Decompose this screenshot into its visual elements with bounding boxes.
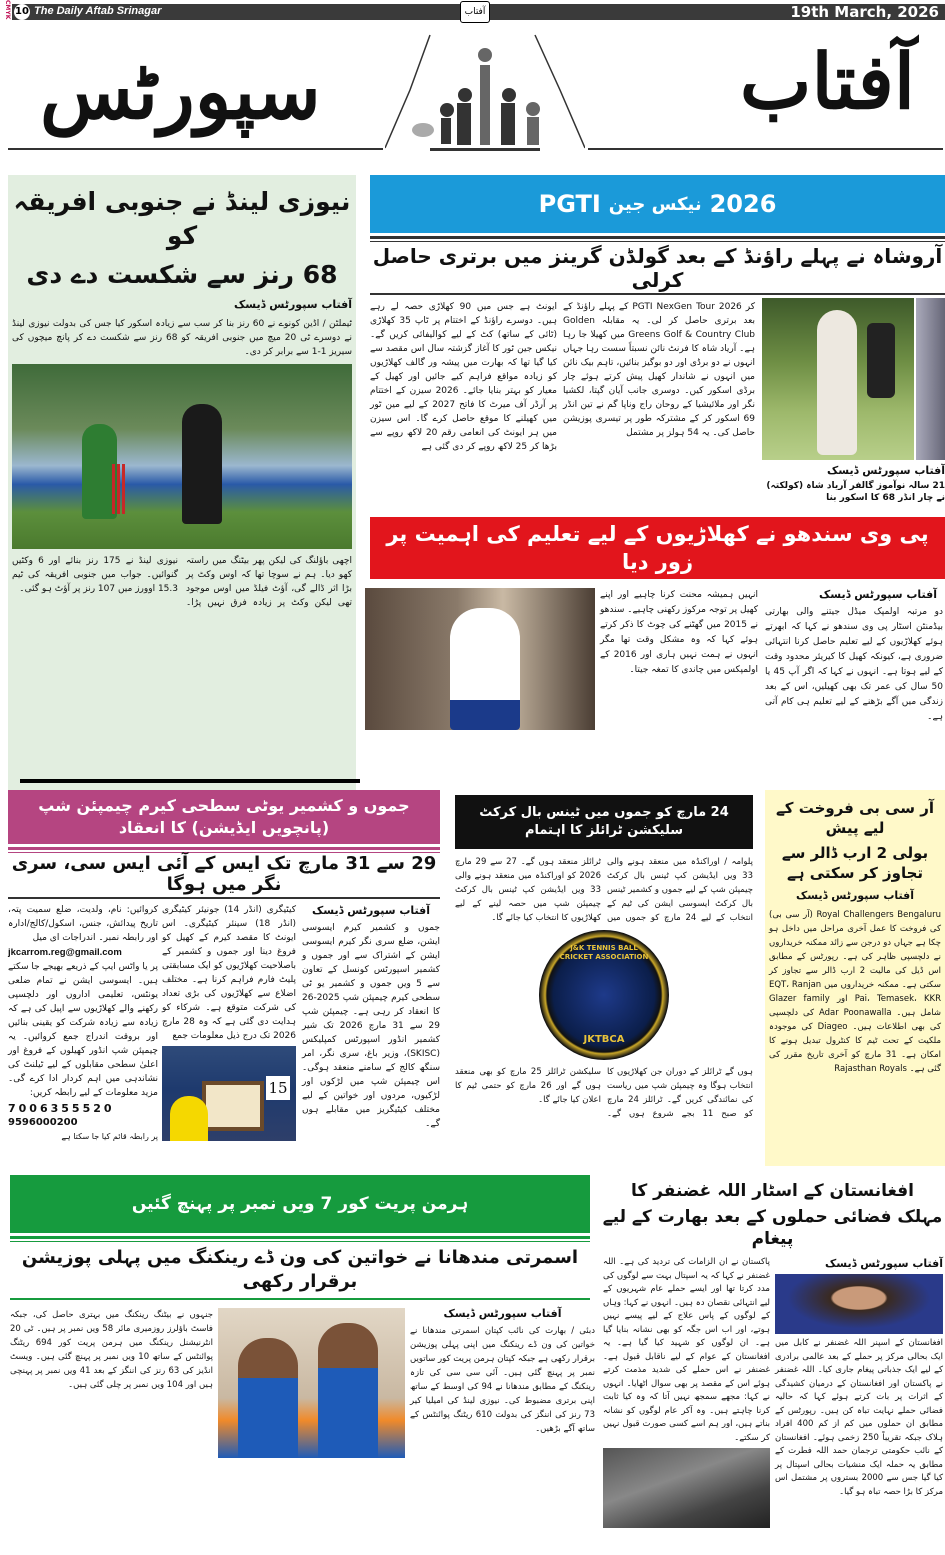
ghazanfar-body-1: افغانستان کے اسپنر اللہ غضنفر نے کابل میں ایک بحالی مرکز پر حملے کے بعد عالمی برادری کے لیے ایک جذباتی پیغام جاری کیا۔ اللہ غضنفر نے پاکستان اور افغانستان کے درمیان کشیدگی کے اثرات پر بات کرتے ہوئے کہا کہ حالیہ فضائی حملے نہایت تباہ کن ہیں۔ رپورٹس کے مطابق ان حملوں میں کم از کم 400 افراد ہلاک جبکہ تقریباً 250 زخمی ہوئے۔ افغانستان کے نائب حکومتی ترجمان حمد اللہ فطرت کے مطابق یہ حملہ ایک منشیات بحالی اسپتال پر کیا گیا جس سے 2000 بستروں پر مشتمل اس مرکز کا بڑا حصہ تباہ ہو گیا۔ <box>775 1338 943 1497</box>
harman-smriti-photo <box>218 1308 405 1458</box>
carrom-byline: آفتاب سپورٹس ڈیسک <box>311 904 430 917</box>
tennisball-headline: 24 مارچ کو جموں میں ٹینس بال کرکٹ سلیکشن ٹرائلز کا اہتمام <box>479 805 729 838</box>
nz-byline: آفتاب سپورٹس ڈیسک <box>233 298 352 311</box>
rcb-byline: آفتاب سپورٹس ڈیسک <box>795 889 914 902</box>
pgti-banner-urdu: نیکس جین <box>608 193 702 215</box>
harman-body-1: دبئی / بھارت کی نائب کپتان اسمرتی مندھانا نے خواتین کی ون ڈے رینکنگ میں اپنی پہلی پوزیشن برقرار رکھی ہے جبکہ کپتان ہرمن پریت کور ساتویں نمبر پر پہنچ گئی ہیں۔ آئی سی سی کی تازہ رینکنگ کے مطابق مندھانا نے 94 کی اوسط کے ساتھ اپنی برتری مضبوط کی۔ نیوزی لینڈ کی امیلیا کیر 73 رنز کی اننگز کی بدولت 610 ریٹنگ پوائنٹس کے ساتھ آگے بڑھیں۔ <box>410 1326 595 1434</box>
carrom-subheadline: 29 سے 31 مارچ تک ایس کے آئی ایس سی، سری نگر میں ہوگا <box>11 853 437 895</box>
table-number: 15 <box>266 1076 290 1100</box>
top-bar <box>12 4 945 20</box>
nz-headline-1: نیوزی لینڈ نے جنوبی افریقہ کو <box>13 187 351 250</box>
harman-body-2: جنہوں نے بیٹنگ رینکنگ میں بہتری حاصل کی، جبکہ فاسٹ باؤلرز روزمیری مائر 58 ویں نمبر پر ہیں۔ ٹی 20 انٹرنیشنل رینکنگ میں ہرمن پریت کور 694 ریٹنگ پوائنٹس کے ساتھ 10 ویں نمبر پر پہنچ گئی ہیں۔ ویسٹ انڈیز کی 63 رنز کی اننگز کے بعد 41 ویں نمبر پر پہنچی ہیں اور 104 ویں نمبر پر چلی گئی ہیں۔ <box>10 1310 213 1390</box>
carrom-phone-suffix: پر رابطہ قائم کیا جا سکتا ہے <box>61 1132 158 1141</box>
player-figure <box>170 1096 208 1141</box>
harman-col-right <box>410 1306 595 1436</box>
carrom-headline: جموں و کشمیر یوٹی سطحی کیرم چیمپئن شپ (پانچویں ایڈیشن) کا انعقاد <box>38 796 410 837</box>
carrom-body-2: کیٹیگری (انڈر 14) جونیئر کیٹیگری (انڈر 18) سینئر کیٹیگری۔ اس ایونٹ کا مقصد کیرم کے کھیل کو فروغ دینا اور جموں و کشمیر کے باصلاحیت کھلاڑیوں کو ایک مسابقتی پلیٹ فارم فراہم کرنا ہے۔ مختلف اضلاع سے کھلاڑیوں کی بڑی تعداد کی شرکت متوقع ہے۔ شرکاء کو ہدایت دی گئی ہے کہ وہ 28 مارچ 2026 تک درج ذیل معلومات جمع <box>162 905 297 1041</box>
masthead-title-left: سپورٹس <box>40 47 321 136</box>
pgti-banner-brand: PGTI <box>538 190 601 218</box>
carrom-col-middle <box>162 903 296 1141</box>
rcb-headline: آر سی بی فروخت کے لیے پیش <box>775 799 935 837</box>
sindhu-body-2: انہیں ہمیشہ محنت کرنا چاہیے اور اپنے کھیل پر توجہ مرکوز رکھنی چاہیے۔ سندھو نے 2015 میں گھٹنے کی چوٹ کا ذکر کرتے ہوئے کہا کہ وہ مشکل وقت تھا مگر انہوں نے ہمت نہیں ہاری اور 2016 کے اولمپکس میں چاندی کا تمغہ جیتا۔ <box>600 590 758 675</box>
rcb-article <box>765 790 945 1166</box>
golf-bag <box>867 323 895 398</box>
carrom-email: jkcarrom.reg@gmail.com <box>8 947 122 958</box>
masthead-title-right: آفتاب <box>739 37 915 126</box>
carrom-body-1: جموں و کشمیر کیرم ایسوسی ایشن، ضلع سری نگر کیرم ایسوسی ایشن کے اشتراک سے اور جموں و کشمیر اسپورٹس کونسل کے تعاون سے 5 ویں جموں و کشمیر یو ٹی سطحی کیرم چیمپئن شپ 2025-26 کا انعقاد کر رہی ہے۔ چیمپئن شپ 29 سے 31 مارچ 2026 تک شیر کشمیر انڈور اسپورٹس کمپلیکس (SKISC)، وزیر باغ، سری نگر، امر سنگھ کالج کے سامنے منعقد ہوگی۔ اس چیمپئن شپ میں لڑکوں اور لڑکیوں، مردوں اور خواتین کے لیے مختلف کیٹیگریز میں مقابلے ہوں گے۔ <box>302 923 440 1129</box>
harman-headline: اسمرتی مندھانا نے خواتین کی ون ڈے رینکنگ میں پہلی پوزیشن برقرار رکھی <box>21 1247 579 1292</box>
nz-cricket-photo <box>12 364 352 549</box>
sindhu-figure <box>450 608 520 730</box>
pgti-headline: آروشاہ نے پہلے راؤنڈ کے بعد گولڈن گرینز میں برتری حاصل کرلی <box>372 244 943 292</box>
tennisball-content <box>455 855 753 1121</box>
sindhu-banner <box>370 517 945 579</box>
section-rule <box>20 779 360 783</box>
carrom-col-right <box>302 903 440 1131</box>
smriti-figure <box>318 1323 378 1458</box>
stumps <box>112 464 126 514</box>
sindhu-byline: آفتاب سپورٹس ڈیسک <box>818 588 937 601</box>
golfer-photo <box>762 298 914 460</box>
harman-rule <box>10 1236 590 1242</box>
pgti-banner <box>370 175 945 233</box>
pgti-body-1: ایونٹ ہے جس میں 90 کھلاڑی حصہ لے رہے ہیں۔ دوسرے راؤنڈ کے اختتام پر ٹاپ 35 کھلاڑی (ٹائی کے ساتھ) کٹ کے لیے کوالیفائی کریں گے۔ نیکس جین ٹور کا آغاز گزشتہ سال اس مقصد سے کیا گیا تھا کہ بھارت میں پیشہ ور گالف کھلاڑیوں کو زیادہ مواقع فراہم کیے جائیں اور کھیل کے معیار کو بہتر بنایا جائے۔ 2026 سیزن کے اختتام پر آرڈر آف میرٹ کا فاتح 2027 کے لیے مین ٹور میں کھیلنے کا موقع حاصل کرے گا۔ اس سیزن میں ہر ایونٹ کی انعامی رقم 20 لاکھ روپے سے بڑھا کر 25 لاکھ روپے کر دی گئی ہے <box>370 302 557 452</box>
tennisball-banner <box>455 795 753 849</box>
paper-logo: آفتاب <box>460 1 490 23</box>
masthead-rule-left <box>8 148 383 150</box>
rcb-headline-2: بولی 2 ارب ڈالر سے تجاوز کر سکتی ہے <box>781 844 929 882</box>
pgti-caption: 21 سالہ نوآموز گالفر آریاد شاہ (کولکتہ) نے چار انڈر 68 کا اسکور بنا <box>766 481 945 503</box>
harman-rule-2 <box>10 1298 590 1300</box>
sindhu-headline: پی وی سندھو نے کھلاڑیوں کے لیے تعلیم کی اہمیت پر زور دیا <box>386 522 929 574</box>
golf-photo-edge <box>916 298 945 460</box>
rcb-body: Royal Challengers Bengaluru (آر سی بی) کی فروخت کا عمل آخری مراحل میں داخل ہو چکا ہے جہاں دو درجن سے زائد ممکنہ خریداروں نے دلچسپی ظاہر کی ہے۔ رپورٹس کے مطابق اس ڈیل کی مالیت 2 ارب ڈالر سے تجاوز کر سکتی ہے۔ ممکنہ خریداروں میں EQT، Ranjan Pai، Temasek، KKR اور Glazer family شامل ہیں۔ Adar Poonawalla کی دلچسپی کی بھی اطلاعات ہیں۔ Diageo کی موجودہ ملکیت کے تحت ٹیم کا کنٹرول تبدیل ہونے کا امکان ہے۔ 31 مارچ کو آخری تاریخ مقرر کی گئی ہے۔ Rajasthan Royals <box>769 910 942 1074</box>
carrom-rule-2 <box>8 897 440 899</box>
pgti-banner-year: 2026 <box>709 190 777 218</box>
jktbca-logo-text: J&K TENNIS BALL CRICKET ASSOCIATION <box>559 944 649 961</box>
carrom-phone-2: 9596000200 <box>8 1117 78 1128</box>
tennisball-body-1: پلوامہ / اوراکنڈہ میں منعقد ہونے والی 33 ویں ایڈیشن کپ ٹینس بال کرکٹ چیمپئن شپ کے لیے جموں و کشمیر ٹینس بال کرکٹ ایسوسی ایشن کی ٹیم کے انتخاب کے لیے 24 مارچ کو جموں میں ٹرائلز منعقد ہوں گے۔ 27 سے 29 مارچ 2026 کو اوراکنڈہ میں منعقد ہونے والی 33 ویں ایڈیشن کپ ٹینس بال کرکٹ چیمپئن شپ میں حصہ لینے کے لیے کھلاڑیوں کا انتخاب کیا جائے گا۔ <box>455 857 754 923</box>
carrom-body-4: پر یا واٹس ایپ کے ذریعے بھیجے جا سکتے ہیں۔ ایسوسی ایشن نے تمام ضلعی یونٹس، تعلیمی اداروں اور دلچسپی رکھنے والے کھلاڑیوں سے اپیل کی ہے کہ زیادہ سے زیادہ شرکت کو یقینی بنائیں اور بروقت اندراج جمع کروائیں۔ یہ چیمپئن شپ انڈور کھیلوں کے فروغ اور اعلیٰ سطحی مقابلوں کے لیے ٹیلنٹ کی نشاندہی میں اہم کردار ادا کرے گی۔ مزید معلومات کے لیے رابطہ کریں: <box>8 962 158 1098</box>
carrom-photo <box>162 1046 296 1141</box>
jktbca-logo <box>539 930 669 1060</box>
ghazanfar-col-left <box>603 1256 770 1528</box>
pgti-rule <box>370 236 945 242</box>
harman-figure <box>238 1338 298 1458</box>
pgti-rule-2 <box>370 293 945 295</box>
pgti-byline: آفتاب سپورٹس ڈیسک <box>826 464 945 477</box>
ghazanfar-byline: آفتاب سپورٹس ڈیسک <box>824 1257 943 1270</box>
ghazanfar-photo <box>775 1274 943 1334</box>
carrom-body-3: کروائیں: نام، ولدیت، ضلع سمیت پتہ، تاریخ پیدائش، جنس، اسکول/کالج/ادارہ اور رابطہ نمبر۔ اندراجات ای میل <box>8 905 158 943</box>
sindhu-photo <box>365 588 595 730</box>
golfer-figure <box>817 310 857 455</box>
nz-body-1: ٹیملٹن / اڈین کونوے نے 60 رنز بنا کر سب سے زیادہ اسکور کیا جس کی بدولت نیوزی لینڈ نے دوسرے ٹی 20 میچ میں جنوبی افریقہ کو 68 رنز سے شکست دے کر پانچ میچوں کی سیریز 1-1 سے برابر کر دی۔ <box>12 319 352 357</box>
harman-banner-text: ہرمن پریت کور 7 ویں نمبر پر پہنچ گئیں <box>131 1194 469 1214</box>
nz-headline-2: 68 رنز سے شکست دے دی <box>26 260 338 289</box>
batter-figure <box>182 404 222 524</box>
sports-figures-logo-icon <box>385 30 585 165</box>
cmyk-marks: CMYK <box>4 0 11 20</box>
ghazanfar-headline-2: مہلک فضائی حملوں کے بعد بھارت کے لیے پیغام <box>602 1207 943 1249</box>
ghazanfar-col-right <box>775 1256 943 1499</box>
harman-banner <box>10 1175 590 1233</box>
masthead-rule-right <box>588 148 943 150</box>
airstrike-photo <box>603 1448 770 1528</box>
jktbca-abbr: JKTBCA <box>583 1034 625 1045</box>
pgti-body-2: کر PGTI NexGen Tour 2026 کے پہلے راؤنڈ کے بعد برتری حاصل کر لی۔ یہ مقابلہ Golden Greens Golf & Country Club میں کھیلا جا رہا ہے۔ آریاد شاہ کا فرنٹ نائن نسبتاً سست رہا جہاں انہوں نے دو برڈی اور دو بوگیز بنائیں، تاہم بیک نائن میں انہوں نے شاندار کھیل پیش کرتے ہوئے چار برڈی اسکور کیں۔ دوسری جانب آیان گپتا، لکشیا نگر اور ملائیشیا کے روحان راج وناپا گم نے تین انڈر 69 اسکور کر کے مشترکہ طور پر تیسری پوزیشن حاصل کی۔ یہ 54 ہولز پر مشتمل <box>563 302 755 438</box>
nz-article <box>8 175 356 830</box>
nz-body-2: اچھی باؤلنگ کی لیکن پھر بیٹنگ میں راستہ کھو دیا۔ ہم نے سوچا تھا کہ اوس وکٹ پر بڑا اثر ڈالے گی، آؤٹ فیلڈ میں اوس موجود تھی لیکن وکٹ پر زیادہ فرق نہیں پڑا۔ نیوزی لینڈ نے 175 رنز بنائے اور 6 وکٹیں گنوائیں۔ جواب میں جنوبی افریقہ کی ٹیم 15.3 اوورز میں 107 رنز پر آؤٹ ہو گئی۔ <box>12 556 352 608</box>
carrom-phone-1: 7006355520 <box>8 1102 115 1115</box>
paper-name: The Daily Aftab Srinagar <box>34 5 162 17</box>
carrom-board <box>202 1081 264 1131</box>
sindhu-body-1: دو مرتبہ اولمپک میڈل جیتنے والی بھارتی بیڈمنٹن اسٹار پی وی سندھو نے کہا کہ ابھرتے ہوئے کھلاڑیوں کے لیے تعلیم حاصل کرنا انتہائی ضروری ہے، کیونکہ کھیل کا کیریئر محدود وقت کے لیے ہوتا ہے۔ انہوں نے کہا کہ اگر آپ 45 یا 50 سال کی عمر تک بھی کھیلیں، اس کے بعد زندگی میں آگے بڑھنے کے لیے تعلیم ہی کام آتی ہے۔ <box>765 607 943 722</box>
carrom-banner <box>8 790 440 844</box>
harman-byline: آفتاب سپورٹس ڈیسک <box>443 1307 562 1320</box>
page-number: 10 <box>14 4 30 20</box>
issue-date: 19th March, 2026 <box>790 3 939 21</box>
carrom-col-left <box>8 903 158 1142</box>
ghazanfar-body-2: پاکستان نے ان الزامات کی تردید کی ہے۔ اللہ غضنفر نے کہا کہ یہ اسپتال بہت سے لوگوں کی مدد کرتا تھا اور ایسے حملے عام شہریوں کے لیے انتہائی نقصان دہ ہیں۔ انہوں نے کہا: وہاں کے لوگوں کے پاس علاج کے لیے پیسے نہیں ہوتے، اور اب اس جگہ کو بھی نشانہ بنایا گیا ہے۔ ان لوگوں کو شہید کیا گیا ہے۔ یہ افغانستان کے عوام کے لیے ناقابل قبول ہے۔ غضنفر نے اس حملے کی شدید مذمت کرتے ہوئے اس کے مقصد پر بھی سوال اٹھایا۔ انہوں نے کہا: مجھے سمجھ نہیں آتا کہ وہ کیا ثابت کرنا چاہتے ہیں۔ وہ آکر عام لوگوں کو نشانہ بناتے ہیں، اور ہم اسے کسی صورت قبول نہیں کر سکتے۔ <box>603 1257 770 1443</box>
tennisball-body-2: ہوں گے ٹرائلز کے دوران جن کھلاڑیوں کا انتخاب ہوگا وہ چیمپئن شپ میں ریاست کی نمائندگی کریں گے۔ ٹرائلز 24 مارچ کو صبح 11 بجے شروع ہوں گے۔ سلیکشن ٹرائلز 25 مارچ کو بھی منعقد ہوں گے اور 26 مارچ کو حتمی ٹیم کا اعلان کیا جائے گا۔ <box>455 1067 753 1119</box>
ghazanfar-headline-1: افغانستان کے اسٹار اللہ غضنفر کا <box>630 1181 915 1201</box>
